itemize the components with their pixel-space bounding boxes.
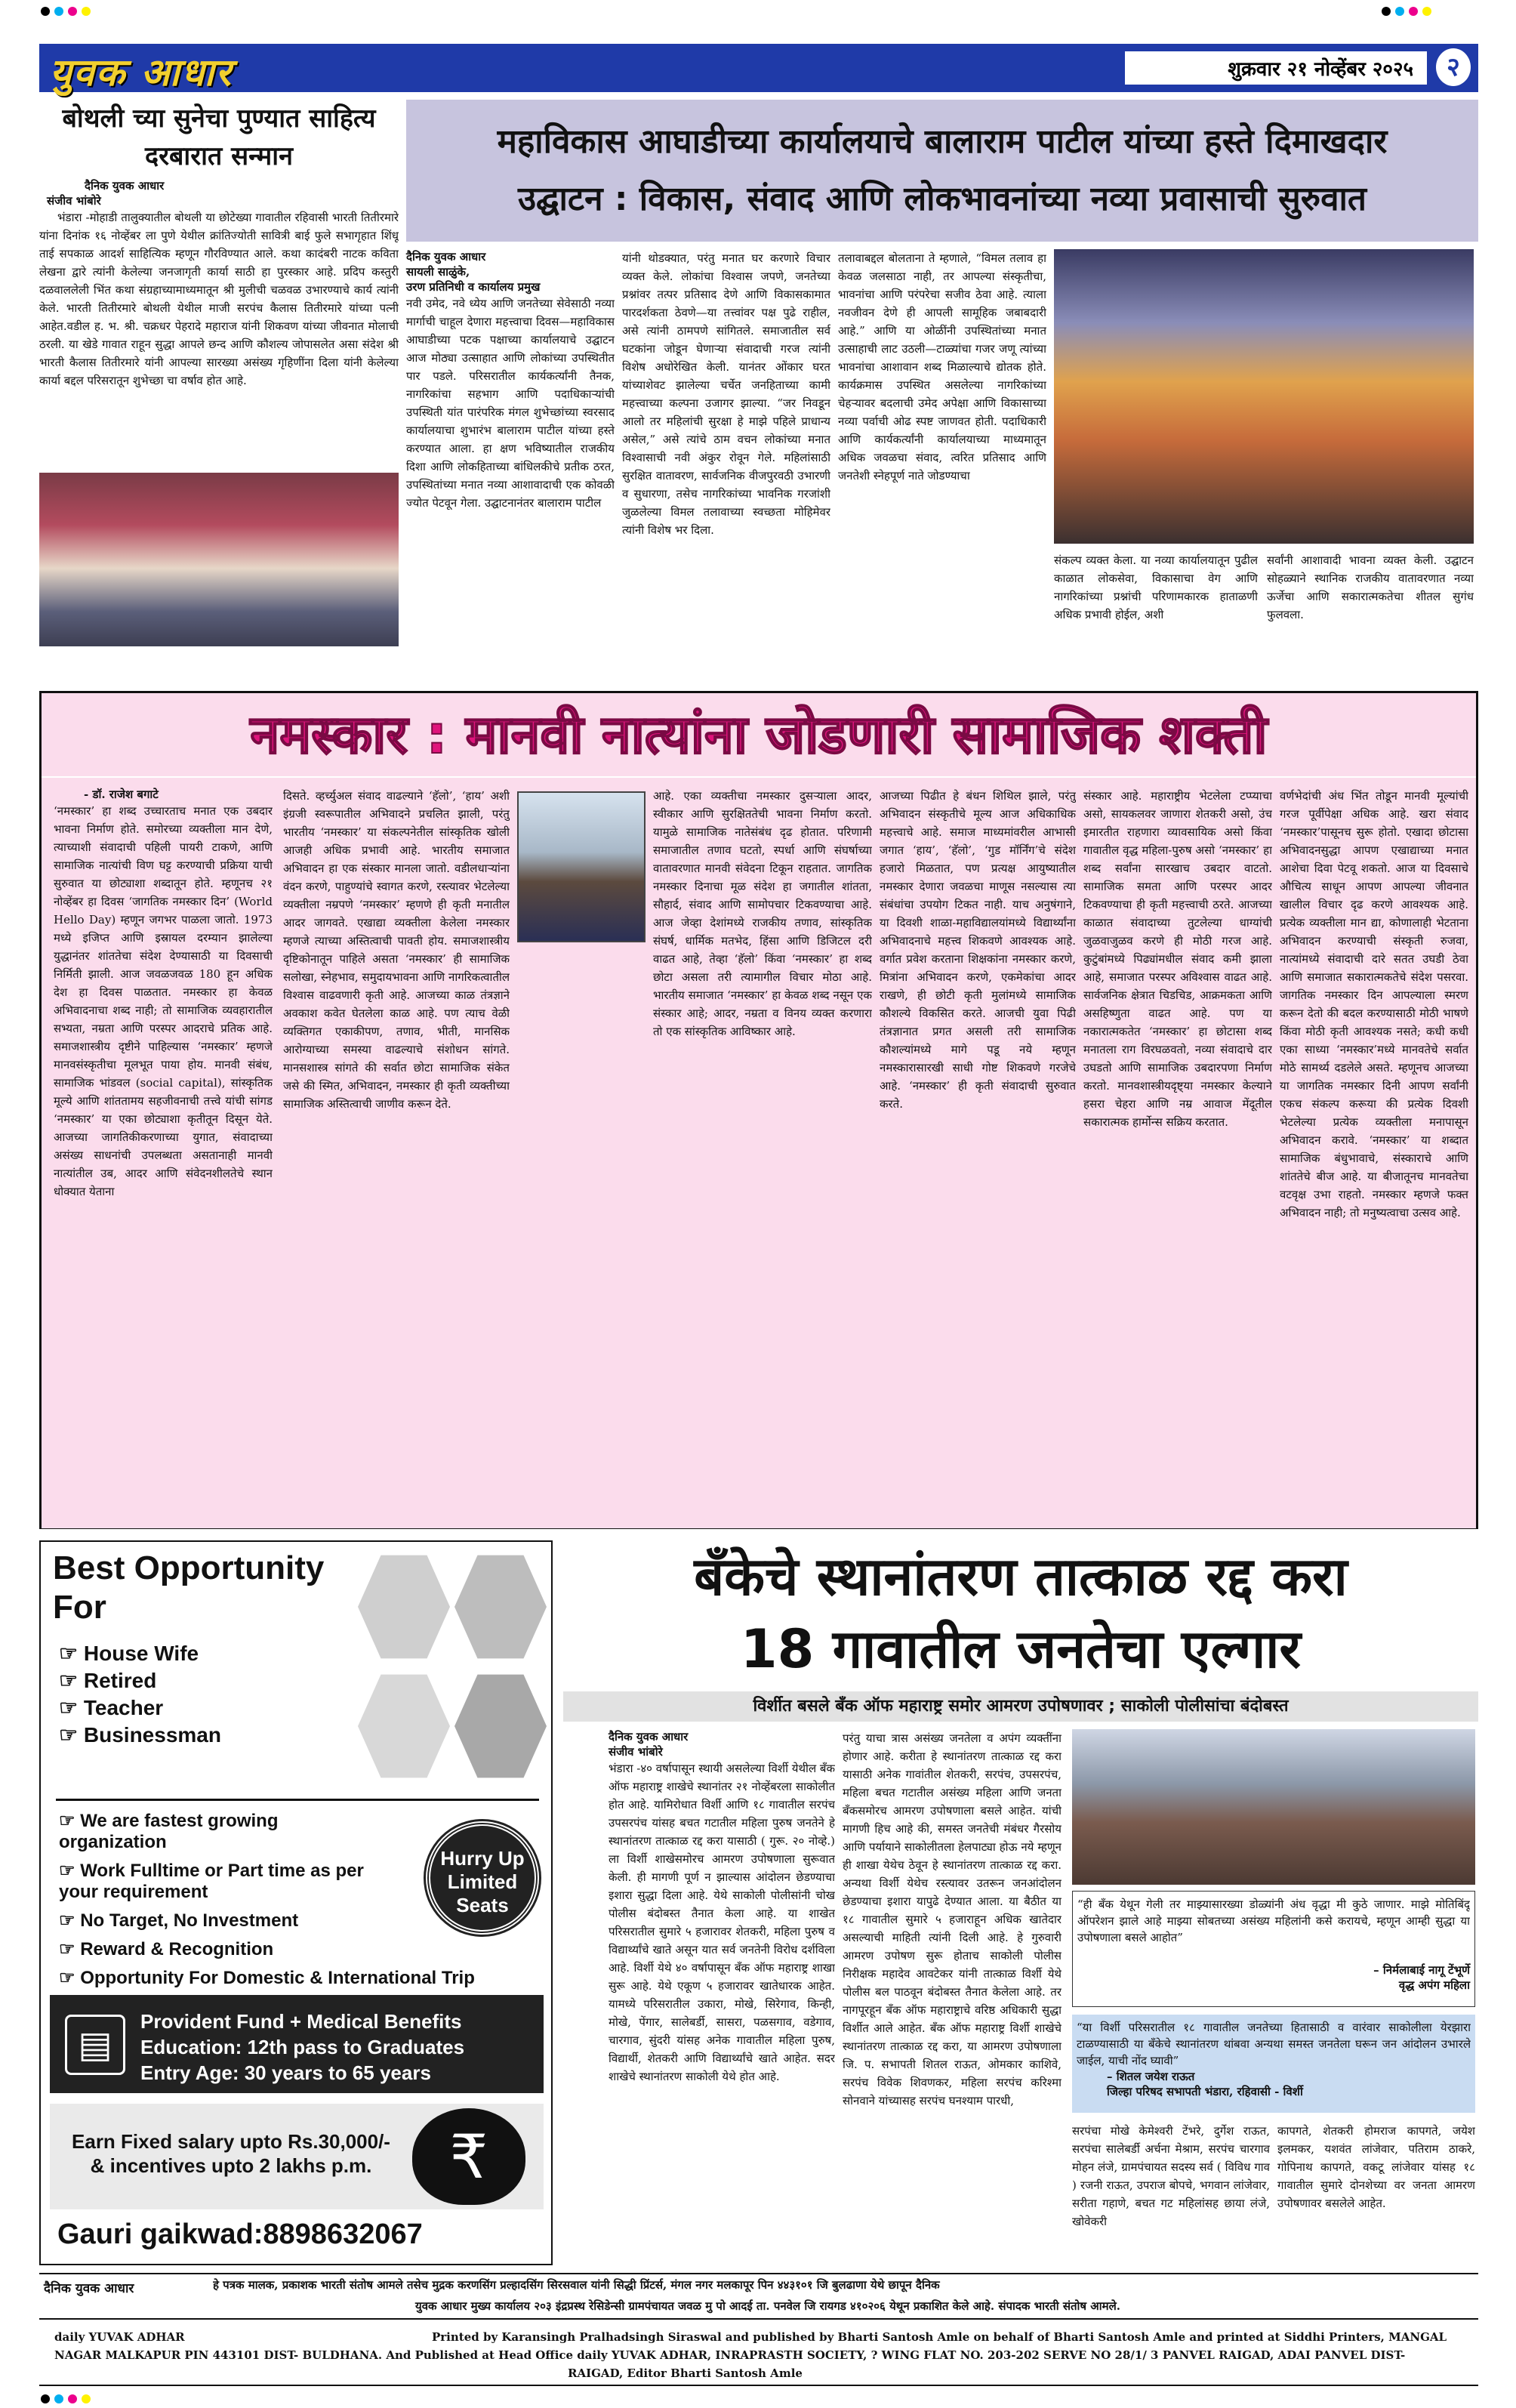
audience-item: ☞ House Wife xyxy=(59,1642,199,1665)
headline-line2: 18 गावातील जनतेचा एल्गार xyxy=(740,1618,1302,1680)
ad-title-for: For xyxy=(53,1589,106,1626)
feature-item: ☞ Reward & Recognition xyxy=(59,1939,274,1959)
story-bank xyxy=(563,1540,1478,2265)
byline: दैनिक युवक आधार xyxy=(85,179,165,193)
byline: दैनिक युवक आधार xyxy=(609,1730,689,1744)
author-photo xyxy=(517,791,646,942)
story-mva xyxy=(406,100,1478,689)
color-register-marks-bottom xyxy=(41,2392,95,2406)
article-col-4: संकल्प व्यक्त केला. या नव्या कार्यालयातून पुढील काळात लोकसेवा, विकासाचा वेग आणि नागरिकांच्या प्रश्नांची परिणामकारक हाताळणी अधिक प्रभावी होईल, अशी xyxy=(1054,553,1258,621)
article-col-4: कापगते, शेतकरी होमराज कापगते, जयेश इलमकर, यशवंत लांजेवार, पतिराम ठाकरे, गोपिनाथ कापगते, वकटू लांजेवार यांसह १८ गावातील सुमारे दोनशेच्या वर जनता आमरण उपोषणावर बसलेले आहेत. xyxy=(1277,2124,1475,2210)
article-col-3: सरपंचा मोखे केमेश्वरी टेंभरे, दुर्गेश राऊत, सरपंचा सालेबर्डी अर्चना मेश्राम, सरपंच चारगाव मोहन लंजे, ग्रामपंचायत सदस्य सर्व ( विविध गाव ) रजनी राऊत, उपराज बोपचे, भगवान लांजेवार, सरीता गहाणे, बचत गट महिलांसह छाया लंजे, खोवेकरी xyxy=(1072,2124,1270,2228)
salary-box: Earn Fixed salary upto Rs.30,000/- & incentives upto 2 lakhs p.m. ₹ xyxy=(50,2104,544,2209)
job-advertisement xyxy=(39,1540,553,2265)
mva-banner xyxy=(406,100,1478,242)
article-col-2: दिसते. व्हर्च्युअल संवाद वाढल्याने ‘हॅलो’, ‘हाय’ अशी इंग्रजी स्वरूपातील अभिवादने प्रचलित झाली, परंतु भारतीय ‘नमस्कार’ या संकल्पनेतील सांस्कृतिक खोली आजही अधिक प्रभावी आहे. भारतीय समाजात अभिवादन हा एक संस्कार मानला जातो. वडीलधाऱ्यांना वंदन करणे, पाहुण्यांचे स्वागत करणे, रस्त्यावर भेटलेल्या व्यक्तीला नम्रपणे ‘नमस्कार’ म्हणणे ही कृती मनातील आदर जागवते. एखाद्या व्यक्तीला केलेला नमस्कार म्हणजे त्याच्या अस्तित्वाची पावती होय. समाजशास्त्रीय दृष्टिकोनातून पाहिले असता ‘नमस्कार’ ही सामाजिक सलोखा, स्नेहभाव, समुदायभावना आणि नागरिकत्वातील विश्वास वाढवणारी कृती आहे. आजच्या काळ तंत्रज्ञाने अवकाश कवेत घेतलेला काळ आहे. पण त्याच वेळी व्यक्तिगत एकाकीपण, तणाव, भीती, मानसिक आरोग्याच्या समस्या वाढल्याचे संशोधन सांगते. मानसशास्त्र सांगते की सर्वात छोटा सामाजिक संकेत जसे की स्मित, अभिवादन, नमस्कार ही कृती व्यक्तीच्या सामाजिक अस्तित्वाची जाणीव करून देते. xyxy=(283,789,510,1111)
article-col-5: सर्वांनी आशावादी भावना व्यक्त केली. उद्घाटन सोहळ्याने स्थानिक राजकीय वातावरणात नव्या ऊर्जेचा आणि सकारात्मकतेचा शीतल सुगंध फुलवला. xyxy=(1267,553,1474,621)
article-col-2: यांनी थोडक्यात, परंतु मनात घर करणारे विचार व्यक्त केले. लोकांचा विश्वास जपणे, जनतेच्या प्रश्नांवर तत्पर प्रतिसाद देणे आणि विकासकामात पारदर्शकता ठेवणे—या तत्त्वांवर पक्ष पुढे राहील, असे त्यांनी ठामपणे सांगितले. समाजातील सर्व घटकांना जोडून घेणाऱ्या संवादाची गरज त्यांनी विशेष अधोरेखित केली. यानंतर ओंकार घरत यांच्याशेवट झालेल्या चर्चेत जनहिताच्या कामी महत्त्वाच्या कल्पना उजागर झाल्या. “जर निवडून आलो तर महिलांची सुरक्षा हे माझे पहिले प्राधान्य असेल,” असे त्यांचे ठाम वचन लोकांच्या मनात विश्वासाची नवी अंकुर रोवून गेले. महिलांसाठी सुरक्षित वातावरण, सार्वजनिक वीजपुरवठी उभारणी व सुधारणा, तसेच नागरिकांच्या भावनिक गरजांशी जुळलेल्या विमल तलावाच्या स्वच्छता मोहिमेवर त्यांनी विशेष भर दिला. xyxy=(622,251,830,537)
byline-author: सायली साळुंके, xyxy=(406,265,470,279)
imprint-english: daily YUVAK ADHAR Printed by Karansingh Pralhadsingh Siraswal and published by Bharti Santosh Amle on behalf of Bharti Santosh Amle and printed at Siddhi Printers, MANGAL NAGAR MALKAPUR PIN 443101 DIST- BULDHANA. And Published at Head Office daily YUVAK ADHAR, INRAPRASTH SOCIETY, ? WING FLAT NO. 203-202 SERVE NO 28/1/ 3 PANVEL RAIGAD, ADAI PANVEL DIST- RAIGAD, Editor Bharti Santosh Amle xyxy=(39,2326,1478,2386)
headline: नमस्कार : मानवी नात्यांना जोडणारी सामाजिक शक्ती xyxy=(42,693,1476,776)
byline-author: संजीव भांबोरे xyxy=(47,194,101,208)
page-number: २ xyxy=(1436,48,1471,86)
masthead xyxy=(39,44,1478,92)
benefits-box: ▤ Provident Fund + Medical Benefits Education: 12th pass to Graduates Entry Age: 30 years to 65 years xyxy=(50,1995,544,2093)
byline-role: उरण प्रतिनिधी व कार्यालय प्रमुख xyxy=(406,280,541,294)
certificate-icon: ▤ xyxy=(65,2015,125,2075)
imprint-marathi: दैनिक युवक आधार हे पत्रक मालक, प्रकाशक भारती संतोष आमले तसेच मुद्रक करणसिंग प्रल्हादसिंग सिरसवाल यांनी सिद्धी प्रिंटर्स, मंगल नगर मलकापूर पिन ४४३१०१ जि बुलढाणा येथे छापून दैनिक युवक आधार मुख्य कार्यालय २०३ इंद्रप्रस्थ रेसिडेन्सी ग्रामपंचायत जवळ मु पो आदई ता. पनवेल जि रायगड ४१०२०६ येथून प्रकाशित केले आहे. संपादक भारती संतोष आमले. xyxy=(39,2273,1478,2320)
award-photo xyxy=(39,473,399,646)
protest-photo xyxy=(1072,1729,1475,1885)
ad-contact: Gauri gaikwad:8898632067 xyxy=(57,2218,423,2250)
headline-line1: बँकेचे स्थानांतरण तात्काळ रद्द करा xyxy=(694,1546,1348,1608)
article-col-5: संस्कार आहे. महाराष्ट्रीय भेटलेला टप्प्याचा असो, सायकलवर जाणारा शेतकरी असो, उंच इमारतीत राहणारा व्यावसायिक असो किंवा गावातील वृद्ध महिला-पुरुष असो ‘नमस्कार’ हा शब्द सर्वांना सारखाच उबदार वाटतो. सामाजिक समता आणि परस्पर आदर टिकवण्याचा ही कृती महत्त्वाची ठरते. आजच्या काळात संवादाच्या तुटलेल्या धाग्यांची जुळवाजुळव करणे ही मोठी गरज आहे. कुटुंबांमध्ये पिढ्यांमधील संवाद कमी झाला आहे, समाजात परस्पर अविश्वास वाढत आहे. सार्वजनिक क्षेत्रात चिडचिड, आक्रमकता आणि असहिष्णुता वाढत आहे. पण या नकारात्मकतेत ‘नमस्कार’ हा छोटासा शब्द मनातला राग विरघळवतो, नव्या संवादाचे दार उघडतो आणि सामाजिक उबदारपणा निर्माण करतो. मानवशास्त्रीयदृष्ट्या नमस्कार केल्याने हसरा चेहरा आणि नम्र आवाज मेंदूतील सकारात्मक हार्मोन्स सक्रिय करतात. xyxy=(1083,789,1272,1129)
masthead-title: युवक आधार xyxy=(50,51,233,94)
color-register-marks-right xyxy=(1382,5,1436,19)
article-body: भंडारा -मोहाडी तालुक्यातील बोथली या छोटेख्या गावातील रहिवासी भारती तितीरमारे यांना दिनांक १६ नोव्हेंबर ला पुणे येथील क्रांतिज्योती सावित्री बाई फुले सभागृहात शिंधू ताई सपकाळ आदर्श साहित्यिक म्हणून गौरविण्यात आले. कथा कादंबरी नाटक कविता लेखना द्वारे त्यांनी केलेल्या जनजागृती कार्या साठी हा पुरस्कार आहे. प्रदिप कस्तुरी दळवाललेली भिंत कथा संग्रहाच्यामाध्यमातून श्री मुलीची चळवळ उभारण्याचे कार्य त्यांनी केले. भारती तितीरमारे बोथली येथील माजी सरपंच कैलास तितीरमारे यांच्या पत्नी आहेत.वडील ह. भ. श्री. चक्रधर पेहरादे महाराज यांनी शिकवण यांच्या जीवनात मोलाची ठरली. या खेडे गावात राहून सुद्धा आपले छन्द आणि कौशल्य जोपासलेत असा संदेश श्री भारती कैलास तितीरमारे यांनी आपल्या सारख्या असंख्य गृहिणींना दिला यांनी केलेल्या कार्या बद्दल परिसरातून शुभेच्छा चा वर्षाव होत आहे. xyxy=(39,211,399,387)
article-col-3: आहे. एका व्यक्तीचा नमस्कार दुसऱ्याला आदर, स्वीकार आणि सुरक्षिततेची भावना निर्माण करतो. यामुळे सामाजिक नातेसंबंध दृढ होतात. परिणामी समाजातील तणाव घटतो, स्पर्धा आणि संघर्षाच्या वातावरणात मानवी संवेदना टिकून राहतात. जागतिक नमस्कार दिनाचा मूळ संदेश हा जगातील शांतता, सौहार्द, संवाद आणि सामोपचार टिकवण्याचा आहे. आज जेव्हा देशांमध्ये राजकीय तणाव, सांस्कृतिक संघर्ष, धार्मिक मतभेद, हिंसा आणि डिजिटल दरी वाढत आहे, तेव्हा ‘हॅलो’ किंवा ‘नमस्कार’ हा शब्द छोटा असला तरी त्यामागील विचार मोठा आहे. भारतीय समाजात ‘नमस्कार’ हा केवळ शब्द नसून एक संस्कार आहे; आदर, नम्रता व विनय व्यक्त करणारा तो एक सांस्कृतिक आविष्कार आहे. xyxy=(653,789,872,1038)
imprint-title: दैनिक युवक आधार xyxy=(44,2281,134,2296)
feature-item: ☞ We are fastest growing organization xyxy=(59,1811,279,1852)
inauguration-photo xyxy=(1054,249,1474,544)
subhead: विर्शीत बसले बँक ऑफ महाराष्ट्र समोर आमरण उपोषणावर ; साकोली पोलीसांचा बंदोबस्त xyxy=(563,1691,1478,1722)
feature-item: ☞ Work Fulltime or Part time as per your requirement xyxy=(59,1861,364,1902)
article-col-1: ‘नमस्कार’ हा शब्द उच्चारताच मनात एक उबदार भावना निर्माण होते. समोरच्या व्यक्तीला मान देणे, त्याच्याशी संवादाची पहिली पायरी टाकणे, आणि सामाजिक नात्यांची विण घट्ट करण्याची प्रक्रिया याची सुरुवात या छोट्याशा शब्दातून होते. म्हणूनच २१ नोव्हेंबर हा दिवस ‘जागतिक नमस्कार दिन’ (World Hello Day) म्हणून जगभर पाळला जातो. 1973 मध्ये इजिप्त आणि इस्रायल दरम्यान झालेल्या युद्धानंतर शांततेचा संदेश देण्यासाठी या दिवसाची निर्मिती झाली. आज जवळजवळ 180 हून अधिक देश हा दिवस पाळतात. नमस्कार हा केवळ अभिवादनाचा शब्द नाही; तो सामाजिक व्यवहारातील सभ्यता, नम्रता आणि परस्पर आदराचे प्रतिक आहे. समाजशास्त्रीय दृष्टीने पाहिल्यास ‘नमस्कार’ म्हणजे मानवसंस्कृतीचा मूलभूत पाया होय. मानवी संबंध, सामाजिक भांडवल (social capital), सांस्कृतिक मूल्ये आणि शांततामय सहजीवनाची तत्त्वे यांची सांगड ‘नमस्कार’ या एका छोट्याशा कृतीतून दिसून येते. आजच्या जागतिकीकरणाच्या युगात, संवादाच्या असंख्य साधनांची उपलब्धता असतानाही मानवी नात्यांतील उब, आदर आणि संवेदनशीलतेचे स्थान धोक्यात येताना xyxy=(54,804,273,1198)
article-col-4: आजच्या पिढीत हे बंधन शिथिल झाले, परंतु अभिवादन संस्कृतीचे मूल्य आज अधिकाधिक महत्त्वाचे आहे. समाज माध्यमांवरील आभासी जगात ‘हाय’, ‘हॅलो’, ‘गुड मॉर्निंग’चे संदेश हजारो मिळतात, पण प्रत्यक्ष आयुष्यातील नमस्कार देणारा जवळचा माणूस नसल्यास त्या संबंधांचा उपयोग टिकत नाही. याच अनुषंगाने, या दिवशी शाळा-महाविद्यालयांमध्ये विद्यार्थ्यांना अभिवादनाचे महत्त्व शिकवणे आवश्यक आहे. वर्गात प्रवेश करताना शिक्षकांना नमस्कार करणे, मित्रांना अभिवादन करणे, एकमेकांचा आदर राखणे, ही छोटी कृती मुलांमध्ये सामाजिक कौशल्ये विकसित करते. आजची युवा पिढी तंत्रज्ञानात प्रगत असली तरी सामाजिक कौशल्यांमध्ये मागे पडू नये म्हणून नमस्कारासारखी साधी गोष्ट शिकवणे गरजेचे आहे. ‘नमस्कार’ ही कृती संवादाची सुरुवात करते. xyxy=(880,789,1076,1111)
audience-item: ☞ Retired xyxy=(59,1669,157,1692)
article-col-2: परंतु याचा त्रास असंख्य जनतेला व अपंग व्यक्तींना होणार आहे. करीता हे स्थानांतरण तात्काळ रद्द करा यासाठी अनेक गावांतील शेतकरी, सरपंच, उपसरपंच, महिला बचत गटातील असंख्य महिला आणि जनता बँकसमोरच आमरण उपोषणाला बसले आहेत. यांची मागणी हिच आहे की, समस्त जनतेची मंबंधर गैरसोय आणि पर्यायाने साकोलीतला हेलपाट्या होऊ नये म्हणून ही शाखा येथेच ठेवून हे स्थानांतरण तात्काळ रद्द करा. अन्यथा विर्शी येथेच रस्त्यावर उतरून जनआंदोलन छेडण्याचा इशारा यापुढे देण्यात आला. या बैठीत या १८ गावातील सुमारे ५ हजाराहून अधिक खातेदार असल्याची माहिती त्यांनी दिली आहे. हे गुरुवारी आमरण उपोषण सुरू होताच साकोली पोलीस निरीक्षक महादेव आवटेकर यांनी तात्काळ विर्शी येथे पोलीस बल पाठवून बंदोबस्त तैनात केलेला आहे. तर नागपूरहून बँक ऑफ महाराष्ट्राचे वरिष्ठ अधिकारी सुद्धा विर्शीत आले आहेत. बँक ऑफ महाराष्ट्र विर्शी शाखेचे स्थानांतरण तात्काळ रद्द करा, या आमरण उपोषणाला जि. प. सभापती शितल राऊत, ओमकार काशिवे, सरपंच विवेक शिवणकर, महिला सरपंच करिश्मा सोनवाने यांच्यासह सरपंच घनश्याम पारधी, xyxy=(843,1731,1062,2107)
quote-box-2: “या विर्शी परिसरातील १८ गावातील जनतेच्या हितासाठी व वारंवार साकोलीला येरझारा टाळण्यासाठी या बँकेचे स्थानांतरण थांबवा अन्यथा समस्त जनतेला घरून जन आंदोलन उभारले जाईल, याची नोंद घ्यावी” – शितल जयेश राऊत जिल्हा परिषद सभापती भंडारा, रहिवासी - विर्शी xyxy=(1072,2015,1475,2113)
audience-item: ☞ Businessman xyxy=(59,1723,221,1747)
byline-author: संजीव भांबोरे xyxy=(609,1745,663,1759)
money-bag-icon: ₹ xyxy=(412,2108,525,2205)
headline-line2: उद्घाटन : विकास, संवाद आणि लोकभावनांच्या नव्या प्रवासाची सुरुवात xyxy=(517,180,1367,218)
article-col-6: वर्णभेदांची अंध भिंत तोडून मानवी मूल्यांची गरज पूर्वीपेक्षा अधिक आहे. खरा संवाद ‘नमस्कार’पासूनच सुरू होतो. एखादा छोटासा अभिवादनसुद्धा आपण एखाद्याच्या मनात आशेचा दिवा पेटवू शकतो. आज या दिवसाचे औचित्य साधून आपण आपल्या जीवनात खालील विचार दृढ करणे आवश्यक आहे. प्रत्येक व्यक्तीला मान द्या, कोणालाही भेटताना अभिवादन करण्याची संस्कृती रुजवा, नात्यांमध्ये संवादाची दारे सतत उघडी ठेवा आणि समाजात सकारात्मकतेचे संदेश पसरवा. जागतिक नमस्कार दिन आपल्याला स्मरण करून देतो की बदल करण्यासाठी मोठी भाषणे किंवा मोठी कृती आवश्यक नसते; कधी कधी एका साध्या ‘नमस्कार’मध्ये मानवतेचे सर्वात मोठे सामर्थ्य दडलेले असते. म्हणूनच आजच्या या जागतिक नमस्कार दिनी आपण सर्वांनी एकच संकल्प करूया की प्रत्येक दिवशी भेटलेल्या प्रत्येक व्यक्तीला मनापासून अभिवादन करावे. ‘नमस्कार’ या शब्दात सामाजिक बंधुभावाचे, संस्काराचे आणि शांततेचे बीज आहे. या बीजातूनच मानवतेचा वटवृक्ष उभा राहतो. नमस्कार म्हणजे फक्त अभिवादन नाही; तो मनुष्यत्वाचा उत्सव आहे. xyxy=(1280,789,1468,1219)
ad-photo-grid xyxy=(358,1549,547,1784)
article-col-1: नवी उमेद, नवे ध्येय आणि जनतेच्या सेवेसाठी नव्या मार्गाची चाहूल देणारा महत्त्वाचा दिवस—महाविकास आघाडीच्या पटक पक्षाच्या कार्यालयाचे उद्घाटन आज मोठ्या उत्साहात आणि लोकांच्या उपस्थितीत पार पडले. परिसरातील कार्यकर्त्यांनी तैनक, नागरिकांचा सहभाग आणि पदाधिकाऱ्यांची उपस्थिती यांत पारंपरिक मंगल शुभेच्छांच्या स्वरसाद कार्यालयाचा शुभारंभ बालाराम पाटील यांच्या हस्ते करण्यात आला. हा क्षण भविष्यातील राजकीय दिशा आणि लोकहिताच्या बांधिलकीचे प्रतीक ठरत, उपस्थितांच्या मनात नव्या आशावादाची एक कोवळी ज्योत पेटवून गेला. उद्घाटनानंतर बालाराम पाटील xyxy=(406,297,615,510)
feature-item: ☞ Opportunity For Domestic & International Trip xyxy=(59,1968,475,1988)
masthead-date: शुक्रवार २१ नोव्हेंबर २०२५ xyxy=(1228,58,1413,81)
article-col-1: भंडारा -४० वर्षापासून स्थायी असलेल्या विर्शी येथील बँक ऑफ महाराष्ट्र शाखेचे स्थानांतर २१ नोव्हेंबरला साकोलीत होत आहे. यामिरोधात विर्शी आणि १८ गावातील सरपंच उपसरपंच यांसह बचत गटातील महिला पुरुष जनतेने हे स्थानांतरण तात्काळ रद्द करा यासाठी ( गुरू. २० नोव्हे.) ला विर्शी शाखेसमोरच आमरण उपोषणाला सुरूवात केली. ही मागणी पूर्ण न झाल्यास आंदोलन छेडण्याचा इशारा सुद्धा दिला आहे. येथे साकोली पोलीसांनी चोख पोलीस बंदोबस्त तैनात केला आहे. या शाखेत परिसरातील सुमारे ५ हजारावर शेतकरी, महिला पुरुष व विद्यार्थ्यांचे खाते असून यात सर्व जनतेनी विरोध दर्शविला आहे. विर्शी येथे ४० वर्षापासून बँक ऑफ महाराष्ट्र शाखा सुरू आहे. येथे एकूण ५ हजारावर खातेधारक आहेत. यामध्ये परिसरातील उकारा, मोखे, सिरेगाव, किन्ही, मोखे, पेंगार, सालेबर्डी, सासरा, पळसगाव, वडेगाव, चारगाव, सुंदरी यांसह अनेक गावातील महिला पुरुष, विद्यार्थी, शेतकरी आणि विद्यार्थ्यांचे खाते आहेत. सदर शाखेचे स्थानांतरण साकोली येथे होत आहे. xyxy=(609,1762,835,2083)
quote-box-1: “ही बँक येथून गेली तर माझ्यासारख्या डोळ्यांनी अंध वृद्धा मी कुठे जाणार. माझे मोतिबिंदू ऑपरेशन झाले आहे माझ्या सोबतच्या असंख्य महिलांनी कसे करायचे, म्हणून आम्ही सुद्धा या उपोषणाला बसले आहोत” – निर्मलाबाई नागू टेंभूर्णे वृद्ध अपंग महिला xyxy=(1072,1891,1475,2007)
story-namaskar xyxy=(39,691,1478,1529)
byline: दैनिक युवक आधार xyxy=(406,250,486,264)
headline: बोथली च्या सुनेचा पुण्यात साहित्य दरबारात सन्मान xyxy=(62,103,376,171)
hurry-badge: Hurry Up Limited Seats xyxy=(426,1821,539,1935)
color-register-marks xyxy=(41,5,95,19)
article-col-3: तलावाबद्दल बोलताना ते म्हणाले, “विमल तलाव हा केवळ जलसाठा नाही, तर आपल्या संस्कृतीचा, भावनांचा आणि परंपरेचा सजीव ठेवा आहे. त्याला नवजीवन देणे ही आपली सामूहिक जबाबदारी आहे.” आणि या ओळींनी उपस्थितांच्या मनात उत्साहाची लाट उठली—टाळ्यांचा गजर जणू त्यांच्या भावनांचा आशावान शब्द मिळाल्याचे द्योतक होते. कार्यक्रमास उपस्थित असलेल्या नागरिकांच्या चेहऱ्यावर बदलाची उमेद अपेक्षा आणि विकासाच्या नव्या पर्वाची ओढ स्पष्ट जाणवत होती. पदाधिकारी आणि कार्यकर्त्यांनी कार्यालयाच्या माध्यमातून अधिक जवळचा संवाद, त्वरित प्रतिसाद आणि जनतेशी स्नेहपूर्ण नाते जोडण्याचा xyxy=(838,251,1046,483)
audience-item: ☞ Teacher xyxy=(59,1696,164,1719)
story-sahitya xyxy=(39,100,399,689)
ad-title: Best Opportunity xyxy=(53,1549,325,1586)
feature-item: ☞ No Target, No Investment xyxy=(59,1910,299,1931)
headline-line1: महाविकास आघाडीच्या कार्यालयाचे बालाराम पाटील यांच्या हस्ते दिमाखदार xyxy=(497,122,1388,161)
author: - डॉ. राजेश बगाटे xyxy=(84,788,159,801)
